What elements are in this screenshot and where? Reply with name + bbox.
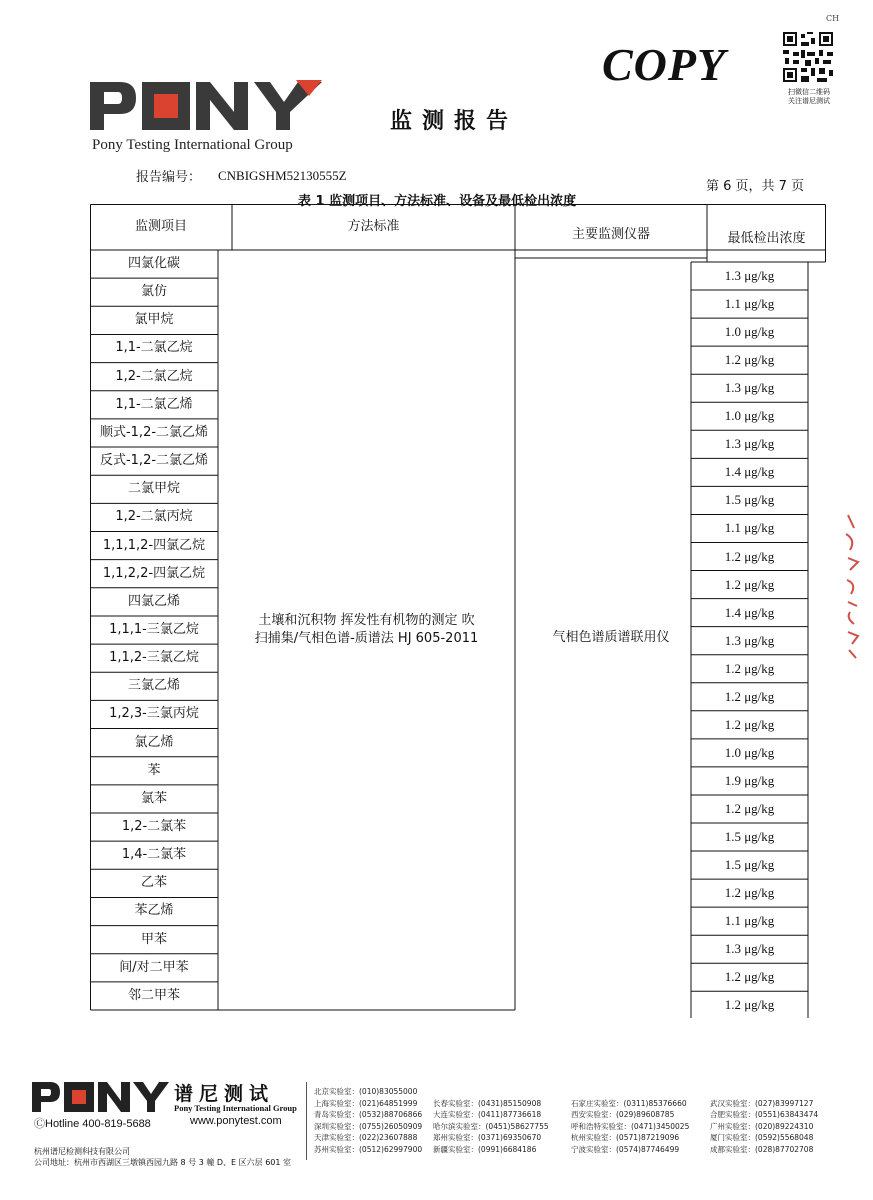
- table-row-lod: 1.4 μg/kg: [724, 464, 775, 480]
- table-row-lod: 1.2 μg/kg: [724, 548, 775, 564]
- footer-lab-contact: 苏州实验室：(0512)62997900: [314, 1145, 423, 1154]
- footer-lab-contact: 哈尔滨实验室：(0451)58627755: [433, 1121, 549, 1131]
- header-lod: 最低检出浓度: [727, 231, 806, 246]
- qr-code-icon: [781, 30, 835, 84]
- table-row-lod: 1.2 μg/kg: [724, 576, 775, 592]
- table-row-item: 反式-1,2-二氯乙烯: [99, 453, 209, 469]
- corner-tag: CH: [826, 14, 840, 23]
- footer-lab-contact: 大连实验室：(0411)87736618: [433, 1110, 542, 1120]
- method-standard-line: 土壤和沉积物 挥发性有机物的测定 吹: [258, 613, 475, 628]
- header-item: 监测项目: [134, 219, 187, 234]
- table-row-lod: 1.2 μg/kg: [724, 716, 775, 732]
- table-row-lod: 1.5 μg/kg: [724, 857, 775, 873]
- footer-lab-contact: 北京实验室：(010)83055000: [314, 1087, 418, 1096]
- footer-lab-contact: 宁波实验室：(0574)87746499: [571, 1145, 680, 1154]
- table-row-item: 顺式-1,2-二氯乙烯: [99, 424, 209, 440]
- footer-lab-contact: 新疆实验室：(0991)6684186: [433, 1145, 537, 1154]
- footer-lab-contact: 郑州实验室：(0371)69350670: [433, 1133, 542, 1143]
- table-row-lod: 1.5 μg/kg: [724, 829, 775, 844]
- table-row-item: 四氯化碳: [127, 256, 180, 271]
- table-row-item: 氯仿: [140, 284, 167, 300]
- footer-lab-contact: 呼和浩特实验室：(0471)3450025: [571, 1121, 690, 1131]
- table-row-item: 氯苯: [140, 790, 167, 806]
- footer-lab-contact: 天津实验室：(022)23607888: [314, 1133, 418, 1143]
- footer-divider: [306, 1082, 307, 1160]
- footer-lab-contact: 杭州实验室：(0571)87219096: [571, 1133, 680, 1143]
- footer-lab-contact: 广州实验室：(020)89224310: [710, 1121, 814, 1131]
- footer-lab-contact: 武汉实验室：(027)83997127: [710, 1098, 814, 1108]
- page-indicator: 第 6 页，共 7 页: [706, 179, 805, 194]
- footer-hotline: ⒸHotline 400-819-5688: [34, 1118, 151, 1130]
- footer-logo: [32, 1080, 300, 1114]
- footer-lab-contact: 西安实验室：(029)89608785: [571, 1110, 675, 1120]
- table-row-lod: 1.4 μg/kg: [724, 604, 775, 620]
- table-row-item: 1,1,1,2-四氯乙烷: [102, 537, 206, 553]
- method-standard: [218, 612, 515, 648]
- footer-lab-contact: 青岛实验室：(0532)88706866: [314, 1110, 423, 1120]
- table-row-item: 1,2-二氯乙烷: [115, 368, 193, 384]
- footer-lab-contact: 长春实验室：(0431)85150908: [433, 1098, 542, 1108]
- seal-stamp-fragment: [842, 510, 866, 660]
- monitoring-table: [90, 204, 826, 1018]
- table-row-lod: 1.0 μg/kg: [724, 408, 775, 424]
- table-row-lod: 1.2 μg/kg: [724, 997, 775, 1013]
- footer-website[interactable]: www.ponytest.com: [190, 1115, 282, 1127]
- table-row-item: 1,1-二氯乙烷: [115, 340, 193, 356]
- footer-address: 公司地址：杭州市西湖区三墩镇西园九路 8 号 3 幢 D、E 区六层 601 室: [34, 1158, 292, 1167]
- report-number-label: 报告编号：: [136, 170, 202, 185]
- report-number: CNBIGSHM52130555Z: [218, 168, 347, 183]
- qr-caption: [778, 88, 840, 106]
- footer-company: 杭州谱尼检测科技有限公司: [34, 1147, 130, 1156]
- table-row-item: 甲苯: [140, 931, 167, 947]
- table-row-lod: 1.2 μg/kg: [724, 969, 775, 985]
- table-row-item: 乙苯: [140, 875, 167, 891]
- qr-caption-line: 关注谱尼测试: [788, 97, 830, 105]
- document-title: 监测报告: [390, 109, 519, 134]
- table-row-item: 苯乙烯: [134, 903, 174, 919]
- table-row-item: 1,1,1-三氯乙烷: [109, 621, 199, 637]
- table-row-item: 三氯乙烯: [127, 678, 180, 694]
- copy-watermark: COPY: [602, 39, 727, 90]
- table-row-lod: 1.1 μg/kg: [724, 520, 775, 536]
- table-caption: 表 1 监测项目、方法标准、设备及最低检出浓度: [298, 194, 577, 209]
- table-row-item: 苯: [147, 762, 161, 778]
- table-row-lod: 1.0 μg/kg: [724, 324, 775, 340]
- table-row-item: 1,1,2-三氯乙烷: [109, 650, 199, 666]
- table-row-lod: 1.2 μg/kg: [724, 660, 775, 676]
- qr-caption-line: 扫微信二维码: [788, 88, 830, 96]
- table-row-lod: 1.1 μg/kg: [724, 296, 775, 312]
- table-row-item: 氯乙烯: [134, 734, 174, 750]
- table-row-item: 二氯甲烷: [127, 481, 180, 497]
- table-row-item: 1,1-二氯乙烯: [115, 396, 193, 412]
- pony-logo: [90, 78, 322, 134]
- footer-lab-contact: 合肥实验室：(0551)63843474: [710, 1110, 819, 1120]
- table-row-lod: 1.3 μg/kg: [724, 380, 775, 396]
- method-standard-line: 扫捕集/气相色谱-质谱法 HJ 605-2011: [254, 631, 479, 646]
- footer-lab-contact: 成都实验室：(028)87702708: [710, 1145, 814, 1154]
- table-row-lod: 1.9 μg/kg: [724, 772, 775, 788]
- table-row-lod: 1.2 μg/kg: [724, 352, 775, 368]
- table-row-item: 1,4-二氯苯: [121, 847, 187, 863]
- table-row-item: 间/对二甲苯: [119, 959, 189, 975]
- table-row-lod: 1.3 μg/kg: [724, 268, 775, 283]
- footer-lab-contact: 石家庄实验室：(0311)85376660: [571, 1098, 687, 1108]
- table-row-lod: 1.3 μg/kg: [724, 941, 775, 957]
- table-row-item: 四氯乙烯: [127, 593, 180, 609]
- table-row-item: 邻二甲苯: [127, 987, 180, 1003]
- table-row-item: 1,2-二氯苯: [121, 819, 187, 834]
- logo-subtitle: Pony Testing International Group: [92, 137, 293, 153]
- table-row-lod: 1.5 μg/kg: [724, 492, 775, 508]
- main-instrument: 气相色谱质谱联用仪: [552, 630, 670, 645]
- footer-lab-contact: 上海实验室：(021)64851999: [314, 1098, 418, 1108]
- table-row-lod: 1.0 μg/kg: [724, 744, 775, 760]
- table-row-lod: 1.3 μg/kg: [724, 632, 775, 648]
- footer-lab-contact: 深圳实验室：(0755)26050909: [314, 1121, 423, 1131]
- table-row-item: 1,1,2,2-四氯乙烷: [102, 565, 206, 581]
- footer-brand-cn: 谱尼测试: [174, 1083, 275, 1105]
- table-row-lod: 1.3 μg/kg: [724, 436, 775, 452]
- table-row-lod: 1.2 μg/kg: [724, 800, 775, 816]
- table-row-item: 氯甲烷: [134, 312, 174, 328]
- header-instrument: 主要监测仪器: [571, 227, 650, 242]
- table-row-lod: 1.2 μg/kg: [724, 688, 775, 704]
- footer-lab-contact: 厦门实验室：(0592)5568048: [710, 1133, 814, 1143]
- footer-brand-en: Pony Testing International Group: [174, 1103, 297, 1113]
- table-row-lod: 1.1 μg/kg: [724, 913, 775, 929]
- table-row-lod: 1.2 μg/kg: [724, 885, 775, 901]
- table-row-item: 1,2,3-三氯丙烷: [109, 706, 199, 722]
- header-method: 方法标准: [347, 219, 400, 234]
- table-row-item: 1,2-二氯丙烷: [115, 509, 193, 525]
